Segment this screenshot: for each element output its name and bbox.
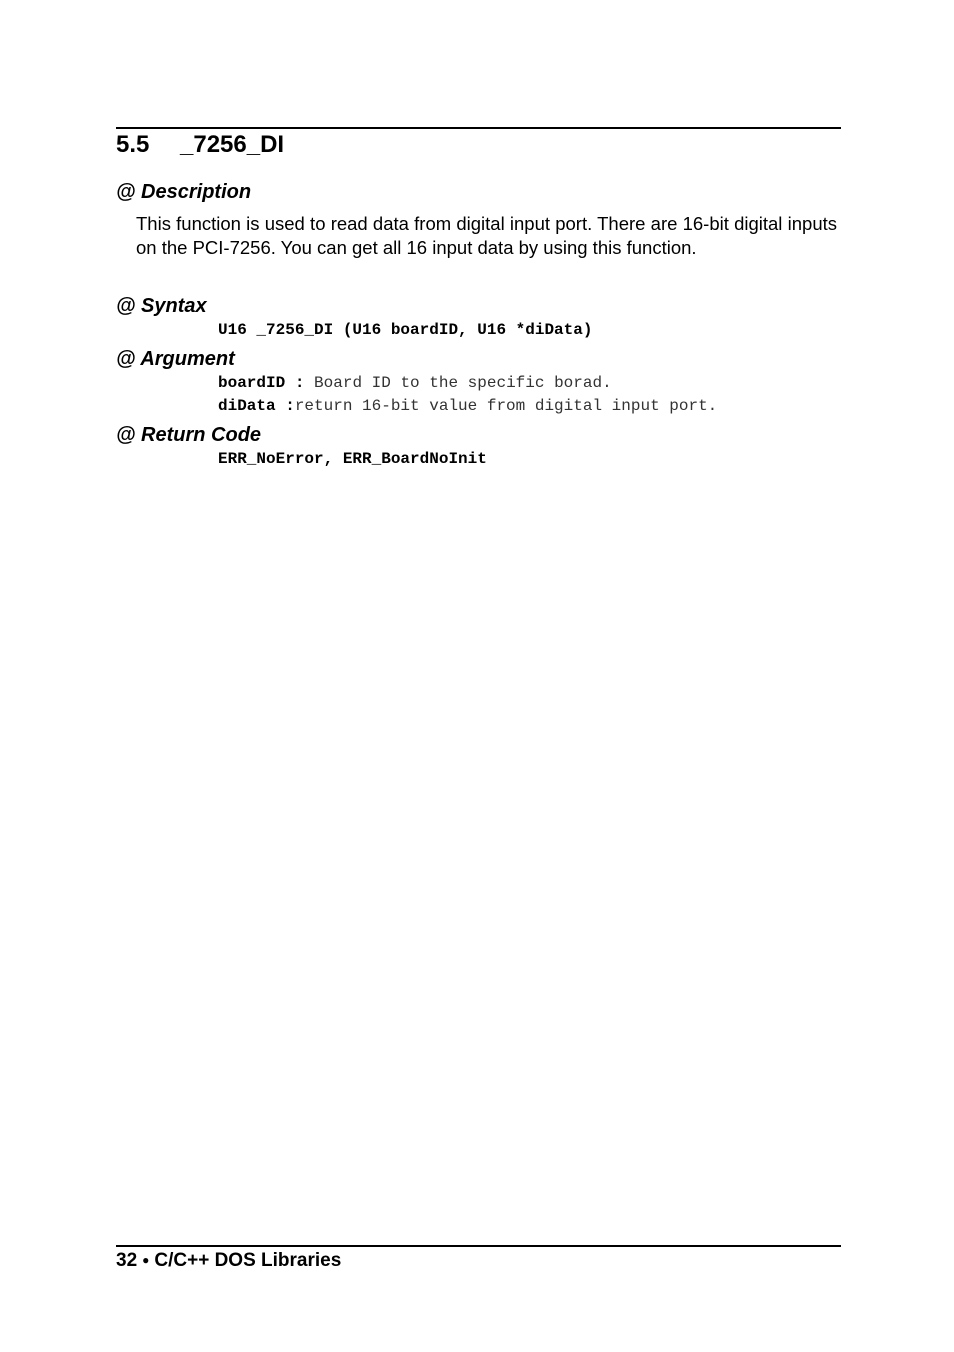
syntax-code-text: U16 _7256_DI (U16 boardID, U16 *diData) — [218, 321, 593, 339]
return-code — [218, 450, 487, 468]
return-code-heading: @ Return Code — [116, 424, 262, 446]
footer-title: C/C++ DOS Libraries — [154, 1250, 342, 1271]
description-heading: @ Description — [116, 181, 252, 203]
page-number: 32 — [116, 1250, 138, 1271]
argument-separator: : — [285, 374, 315, 392]
argument-description: Board ID to the specific borad. — [314, 374, 612, 392]
argument-separator: : — [275, 397, 295, 415]
page-footer — [116, 1250, 341, 1272]
section-number: 5.5 — [116, 131, 150, 158]
argument-item — [218, 374, 612, 392]
return-code-text: ERR_NoError, ERR_BoardNoInit — [218, 450, 487, 468]
header-rule — [116, 127, 841, 129]
section-title — [116, 131, 284, 159]
syntax-heading: @ Syntax — [116, 295, 207, 317]
argument-heading: @ Argument — [116, 348, 235, 370]
argument-description: return 16-bit value from digital input port. — [294, 397, 718, 415]
argument-item — [218, 397, 717, 415]
argument-name: diData — [218, 397, 276, 415]
footer-rule — [116, 1245, 841, 1247]
argument-name: boardID — [218, 374, 286, 392]
syntax-code — [218, 321, 592, 339]
section-name: _7256_DI — [180, 131, 285, 158]
description-text: This function is used to read data from digital input port. There are 16-bit digital inputs on the PCI-7256. You can get all 16 input data by using this function. — [136, 213, 837, 258]
bullet-icon: ● — [142, 1253, 150, 1267]
